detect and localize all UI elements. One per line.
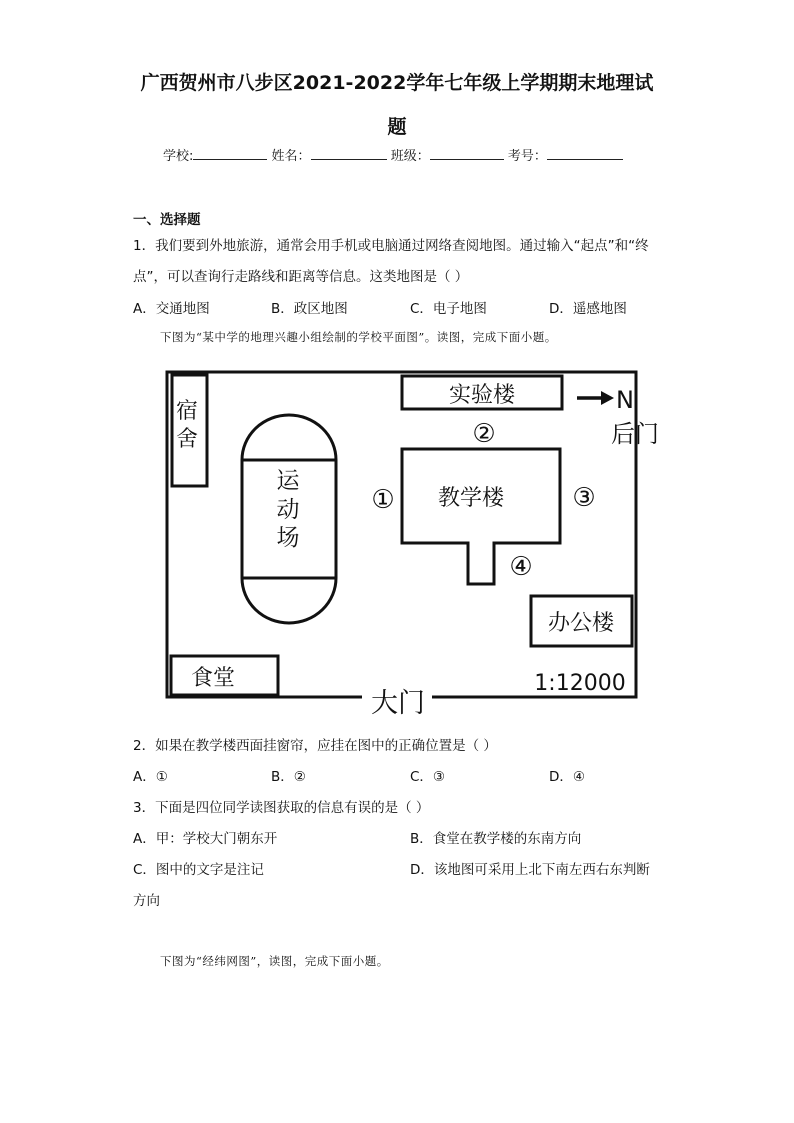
q2-option-a[interactable]: A．① — [133, 769, 168, 785]
name-label: 姓名： — [271, 149, 311, 164]
number-blank[interactable] — [547, 147, 623, 160]
marker-4: ④ — [509, 552, 533, 582]
teaching-building — [402, 449, 560, 584]
q1-line1: 1．我们要到外地旅游，通常会用手机或电脑通过网络查阅地图。通过输入“起点”和“终 — [133, 238, 649, 254]
office-label: 办公楼 — [547, 611, 615, 636]
q2-stem: 2．如果在教学楼西面挂窗帘，应挂在图中的正确位置是（ ） — [133, 738, 497, 754]
q1-line2: 点”，可以查询行走路线和距离等信息。这类地图是（ ） — [133, 269, 469, 285]
north-label: N — [616, 386, 634, 414]
track-label-1: 运 — [276, 468, 300, 494]
marker-2: ② — [472, 419, 496, 449]
canteen-label: 食堂 — [190, 666, 236, 691]
map-intro: 下图为“某中学的地理兴趣小组绘制的学校平面图”。读图，完成下面小题。 — [160, 330, 557, 344]
name-blank[interactable] — [311, 147, 387, 160]
main-gate-label: 大门 — [371, 688, 425, 719]
q3-option-d[interactable]: D．该地图可采用上北下南左西右东判断 — [410, 862, 650, 878]
marker-1: ① — [371, 485, 395, 515]
q1-option-d[interactable]: D．遥感地图 — [549, 301, 627, 317]
number-label: 考号： — [507, 149, 547, 164]
school-blank[interactable] — [193, 147, 267, 160]
q2-option-d[interactable]: D．④ — [549, 769, 585, 785]
student-info-line — [163, 145, 623, 164]
q3-stem: 3．下面是四位同学读图获取的信息有误的是（ ） — [133, 800, 430, 816]
q1-option-b[interactable]: B．政区地图 — [271, 301, 348, 317]
track-label-3: 场 — [276, 525, 300, 551]
lab-label: 实验楼 — [448, 383, 516, 408]
school-label: 学校: — [163, 149, 194, 164]
class-blank[interactable] — [430, 147, 504, 160]
q3-option-b[interactable]: B．食堂在教学楼的东南方向 — [410, 831, 582, 847]
page-title-cont: 题 — [387, 116, 407, 138]
q2-option-c[interactable]: C．③ — [410, 769, 446, 785]
q3-option-d-cont: 方向 — [133, 893, 160, 909]
map-scale: 1:12000 — [534, 671, 626, 696]
class-label: 班级： — [390, 149, 430, 164]
q2-option-b[interactable]: B．② — [271, 769, 306, 785]
dorm-label-2: 舍 — [175, 427, 199, 452]
marker-3: ③ — [572, 483, 596, 513]
q1-option-a[interactable]: A．交通地图 — [133, 301, 210, 317]
section-heading: 一、选择题 — [133, 212, 201, 228]
page-title: 广西贺州市八步区2021-2022学年七年级上学期期末地理试 — [140, 72, 654, 94]
q3-option-a[interactable]: A．甲：学校大门朝东开 — [133, 831, 278, 847]
q1-option-c[interactable]: C．电子地图 — [410, 301, 487, 317]
q3-option-c[interactable]: C．图中的文字是注记 — [133, 862, 264, 878]
school-plan-map — [150, 360, 660, 722]
grid-intro: 下图为“经纬网图”，读图，完成下面小题。 — [160, 954, 389, 968]
teaching-label: 教学楼 — [437, 486, 505, 511]
track-label-2: 动 — [276, 497, 300, 523]
back-gate-label: 后门 — [611, 420, 659, 448]
dorm-label-1: 宿 — [175, 399, 199, 424]
